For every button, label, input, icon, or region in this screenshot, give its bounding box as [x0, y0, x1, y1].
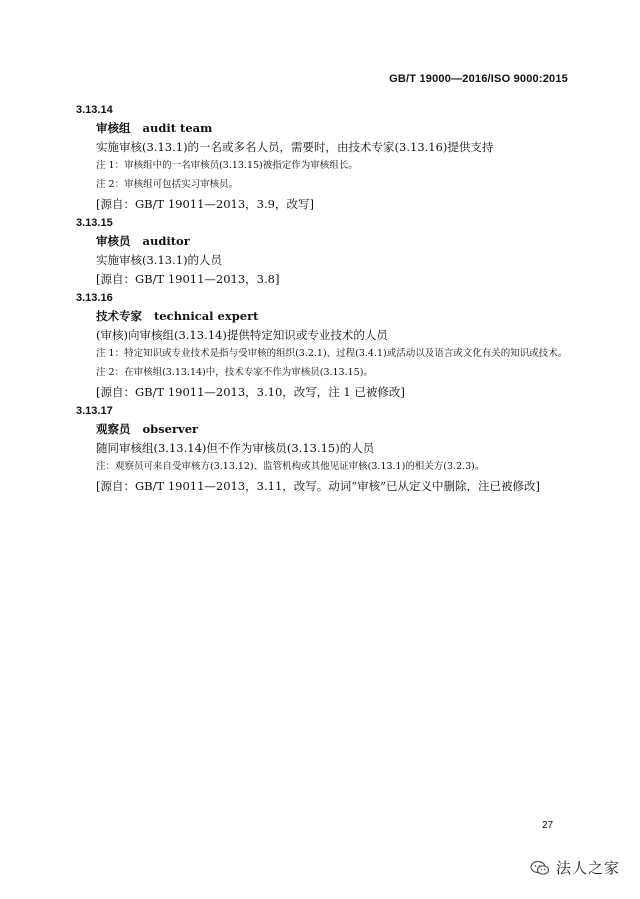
- term-source: [源自：GB/T 19011—2013，3.11，改写。动词“审核”已从定义中删除，注已被修改]: [96, 479, 541, 493]
- term-note: 注 1：特定知识或专业技术是指与受审核的组织(3.2.1)、过程(3.4.1)或活动以及语言或文化有关的知识或技术。: [96, 348, 568, 359]
- wechat-icon: [530, 860, 550, 876]
- term-title: [96, 422, 576, 441]
- term-entry-technical-expert: [76, 291, 576, 404]
- page-number: 27: [542, 820, 554, 831]
- term-note: 注 2：在审核组(3.13.14)中，技术专家不作为审核员(3.13.15)。: [96, 367, 373, 378]
- term-note: 注 2：审核组可包括实习审核员。: [96, 179, 239, 190]
- term-title: [96, 121, 576, 140]
- watermark-text: 法人之家: [556, 859, 621, 877]
- term-zh: 观察员: [96, 422, 131, 436]
- term-en: observer: [142, 422, 199, 436]
- entry-number: 3.13.17: [76, 405, 113, 417]
- term-en: technical expert: [154, 309, 259, 323]
- entry-number: 3.13.15: [76, 217, 113, 229]
- term-note: 注：观察员可来自受审核方(3.13.12)、监管机构或其他见证审核(3.13.1)的相关方(3.2.3)。: [96, 461, 485, 472]
- term-definition: 实施审核(3.13.1)的一名或多名人员，需要时，由技术专家(3.13.16)提供支持: [96, 140, 494, 154]
- entry-number: 3.13.14: [76, 104, 113, 116]
- terms-content: [76, 103, 576, 498]
- term-zh: 技术专家: [96, 309, 142, 323]
- term-entry-observer: [76, 404, 576, 498]
- term-source: [源自：GB/T 19011—2013，3.9，改写]: [96, 197, 314, 211]
- term-title: [96, 309, 576, 328]
- term-entry-auditor: [76, 216, 576, 291]
- term-entry-audit-team: [76, 103, 576, 216]
- term-definition: 实施审核(3.13.1)的人员: [96, 253, 223, 267]
- term-en: audit team: [142, 121, 213, 135]
- term-zh: 审核员: [96, 234, 131, 248]
- term-title: [96, 234, 576, 253]
- entry-number: 3.13.16: [76, 292, 113, 304]
- term-definition: 随同审核组(3.13.14)但不作为审核员(3.13.15)的人员: [96, 441, 375, 455]
- term-en: auditor: [142, 234, 190, 248]
- watermark: [530, 857, 620, 878]
- term-zh: 审核组: [96, 121, 131, 135]
- term-source: [源自：GB/T 19011—2013，3.8]: [96, 272, 280, 286]
- standard-header: GB/T 19000—2016/ISO 9000:2015: [389, 73, 568, 85]
- term-source: [源自：GB/T 19011—2013，3.10，改写，注 1 已被修改]: [96, 385, 405, 399]
- term-note: 注 1：审核组中的一名审核员(3.13.15)被指定作为审核组长。: [96, 160, 358, 171]
- term-definition: (审核)向审核组(3.13.14)提供特定知识或专业技术的人员: [96, 328, 388, 342]
